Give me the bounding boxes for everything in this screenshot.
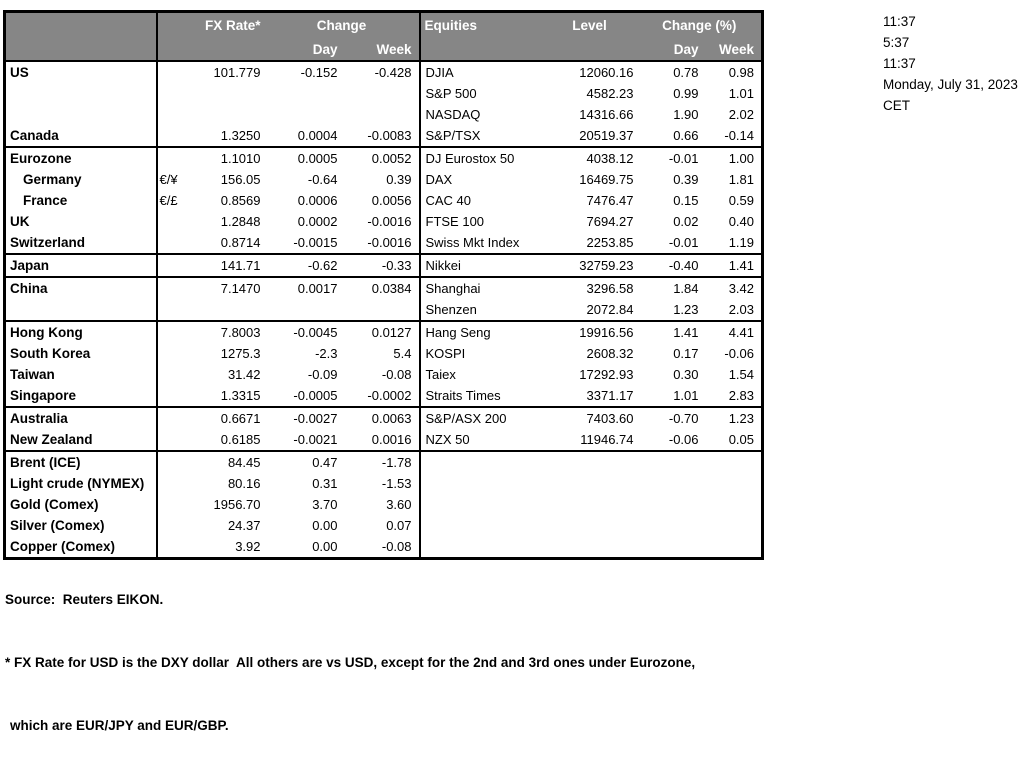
fx-rate-cell: 0.6185 xyxy=(220,431,261,447)
fx-week-change-cell xyxy=(345,104,420,125)
table-row xyxy=(5,299,763,321)
table-row xyxy=(5,494,763,515)
fx-pair-cell xyxy=(157,211,189,232)
fx-rate-cell xyxy=(189,104,268,125)
table-row xyxy=(5,515,763,536)
fx-day-change-cell: 0.0006 xyxy=(297,192,338,208)
fx-region-cell: China xyxy=(5,277,157,299)
equity-name-cell: DJIA xyxy=(420,61,542,83)
eq-day-header: Day xyxy=(641,39,706,61)
fx-region-cell: Silver (Comex) xyxy=(5,515,157,536)
fx-pair-cell xyxy=(157,147,189,169)
equity-week-change-cell xyxy=(706,473,763,494)
fx-change-header: Change xyxy=(268,12,420,40)
header-row-2 xyxy=(5,39,763,61)
fx-region-cell: Brent (ICE) xyxy=(5,451,157,473)
table-row xyxy=(5,147,763,169)
fx-week-change-cell xyxy=(345,299,420,321)
equity-day-change-cell: 1.84 xyxy=(641,277,706,299)
fx-day-change-cell: 0.47 xyxy=(268,451,345,473)
equity-name-cell: CAC 40 xyxy=(420,190,542,211)
fx-region-cell: Canada xyxy=(5,125,157,147)
equity-week-change-cell: 1.81 xyxy=(728,171,754,187)
fx-day-header: Day xyxy=(268,39,345,61)
equity-day-change-cell: 0.99 xyxy=(673,85,699,101)
table-row xyxy=(5,83,763,104)
equity-level-cell xyxy=(542,494,641,515)
equity-level-cell: 12060.16 xyxy=(579,64,634,80)
fx-rate-cell: 0.8569 xyxy=(220,192,261,208)
table-row xyxy=(5,232,763,254)
footer-notes xyxy=(5,547,695,757)
equity-name-cell xyxy=(420,494,542,515)
equity-name-cell xyxy=(420,451,542,473)
fx-rate-cell: 1956.70 xyxy=(213,496,261,512)
fx-rate-cell xyxy=(189,299,268,321)
fx-region-cell xyxy=(5,299,157,321)
fx-region-cell: Taiwan xyxy=(5,364,157,385)
equity-level-cell: 4582.23 xyxy=(586,85,634,101)
fx-pair-cell xyxy=(157,473,189,494)
fx-region-cell: UK xyxy=(5,211,157,232)
timestamp-line: 11:37 xyxy=(883,56,916,71)
fx-rate-cell: 1275.3 xyxy=(220,345,261,361)
table-row xyxy=(5,254,763,277)
region-column-subheader xyxy=(5,39,157,61)
fx-week-change-cell: -0.0083 xyxy=(367,127,412,143)
table-body xyxy=(5,61,763,559)
table-row xyxy=(5,190,763,211)
equity-name-cell: NZX 50 xyxy=(420,429,542,451)
equity-level-cell: 16469.75 xyxy=(579,171,634,187)
fx-day-change-cell: -2.3 xyxy=(315,345,338,361)
table-row xyxy=(5,104,763,125)
fx-week-change-cell: -1.78 xyxy=(345,451,420,473)
fx-pair-cell xyxy=(157,299,189,321)
equity-week-change-cell: -0.14 xyxy=(724,127,754,143)
fx-rate-cell: 7.8003 xyxy=(189,321,268,343)
fx-region-cell: Hong Kong xyxy=(5,321,157,343)
equity-day-change-cell: 0.17 xyxy=(673,345,699,361)
fx-week-header: Week xyxy=(345,39,420,61)
fx-rate-cell: 0.6671 xyxy=(189,407,268,429)
equity-day-change-cell: 1.41 xyxy=(641,321,706,343)
source-line: Source: Reuters EIKON. xyxy=(5,592,164,607)
equity-week-change-cell: 0.05 xyxy=(728,431,754,447)
equity-week-change-cell: 3.42 xyxy=(706,277,763,299)
equities-subheader xyxy=(420,39,542,61)
fx-rate-cell: 7.1470 xyxy=(189,277,268,299)
table-row xyxy=(5,125,763,147)
equity-level-cell: 3371.17 xyxy=(586,387,634,403)
equity-name-cell: Nikkei xyxy=(420,254,542,277)
equity-week-change-cell: 2.03 xyxy=(728,301,754,317)
region-column-header xyxy=(5,12,157,40)
equity-name-cell: Swiss Mkt Index xyxy=(420,232,542,254)
fx-pair-cell xyxy=(157,451,189,473)
fx-day-change-cell xyxy=(268,104,345,125)
fx-rate-cell: 101.779 xyxy=(213,64,261,80)
equity-name-cell: FTSE 100 xyxy=(420,211,542,232)
equity-level-cell: 19916.56 xyxy=(542,321,641,343)
fx-pair-cell xyxy=(157,429,189,451)
fx-rate-subheader xyxy=(189,39,268,61)
equity-week-change-cell: 0.98 xyxy=(728,64,754,80)
fx-week-change-cell: 0.39 xyxy=(386,171,412,187)
equity-level-cell xyxy=(542,451,641,473)
equity-week-change-cell xyxy=(706,536,763,559)
fx-week-change-cell: 0.0063 xyxy=(345,407,420,429)
fx-week-change-cell: 5.4 xyxy=(393,345,412,361)
equity-day-change-cell: -0.01 xyxy=(641,147,706,169)
equity-level-cell: 17292.93 xyxy=(579,366,634,382)
fx-week-change-cell: 0.0127 xyxy=(345,321,420,343)
equity-name-cell: DAX xyxy=(420,169,542,190)
equity-level-cell: 20519.37 xyxy=(579,127,634,143)
fx-day-change-cell: 0.00 xyxy=(312,517,338,533)
fx-rate-cell: 1.3250 xyxy=(220,127,261,143)
fx-week-change-cell: -0.08 xyxy=(381,366,412,382)
fx-week-change-cell: -0.0016 xyxy=(367,213,412,229)
header-row-1 xyxy=(5,12,763,40)
equity-name-cell xyxy=(420,473,542,494)
equity-level-cell: 14316.66 xyxy=(579,106,634,122)
fx-rate-cell xyxy=(189,83,268,104)
equity-day-change-cell: 0.78 xyxy=(673,64,699,80)
fx-region-cell xyxy=(5,104,157,125)
table-row xyxy=(5,364,763,385)
fx-region-cell: France xyxy=(5,190,157,211)
equity-day-change-cell xyxy=(641,473,706,494)
equity-week-change-cell: 2.83 xyxy=(728,387,754,403)
fx-day-change-cell: 0.0004 xyxy=(297,127,338,143)
fx-week-change-cell: -0.08 xyxy=(381,538,412,554)
equity-week-change-cell: 0.59 xyxy=(728,192,754,208)
table-row xyxy=(5,343,763,364)
equity-name-cell: Shenzen xyxy=(420,299,542,321)
fx-day-change-cell: -0.09 xyxy=(307,366,338,382)
equity-week-change-cell: 1.01 xyxy=(728,85,754,101)
timezone-line: CET xyxy=(883,98,910,113)
equity-week-change-cell xyxy=(706,494,763,515)
fx-day-change-cell: -0.0021 xyxy=(293,431,338,447)
fx-pair-cell xyxy=(157,125,189,147)
table-row xyxy=(5,169,763,190)
fx-rate-cell: 0.8714 xyxy=(220,234,261,250)
table-row xyxy=(5,429,763,451)
fx-pair-cell xyxy=(157,407,189,429)
fx-region-cell xyxy=(5,83,157,104)
fx-day-change-cell: 3.70 xyxy=(312,496,338,512)
equity-name-cell: Taiex xyxy=(420,364,542,385)
fx-day-change-cell: -0.0005 xyxy=(293,387,338,403)
equity-name-cell: DJ Eurostox 50 xyxy=(420,147,542,169)
equity-level-cell: 2608.32 xyxy=(586,345,634,361)
timestamp-line: 5:37 xyxy=(883,35,910,50)
table-row xyxy=(5,277,763,299)
table-row xyxy=(5,385,763,407)
equity-week-change-cell: 1.19 xyxy=(728,234,754,250)
equity-name-cell: NASDAQ xyxy=(420,104,542,125)
footnote-line-2: which are EUR/JPY and EUR/GBP. xyxy=(10,718,229,733)
fx-pair-cell xyxy=(157,364,189,385)
fx-day-change-cell: -0.0015 xyxy=(293,234,338,250)
equity-level-cell: 7476.47 xyxy=(586,192,634,208)
equity-day-change-cell xyxy=(641,515,706,536)
fx-rate-cell: 1.2848 xyxy=(220,213,261,229)
equity-day-change-cell xyxy=(641,494,706,515)
fx-pair-cell xyxy=(157,321,189,343)
fx-rate-cell: 1.3315 xyxy=(220,387,261,403)
equities-header: Equities xyxy=(420,12,542,40)
fx-region-cell: Eurozone xyxy=(5,147,157,169)
fx-day-change-cell: 0.0002 xyxy=(297,213,338,229)
timestamp-panel xyxy=(883,11,1018,116)
fx-pair-cell xyxy=(157,83,189,104)
fx-pair-cell xyxy=(157,104,189,125)
fx-day-change-cell: -0.64 xyxy=(307,171,338,187)
table-row xyxy=(5,321,763,343)
equity-week-change-cell: -0.06 xyxy=(724,345,754,361)
equity-name-cell: S&P/ASX 200 xyxy=(420,407,542,429)
fx-rate-cell: 156.05 xyxy=(220,171,261,187)
table-row xyxy=(5,61,763,83)
equity-level-cell: 3296.58 xyxy=(542,277,641,299)
table-row xyxy=(5,407,763,429)
fx-region-cell: Gold (Comex) xyxy=(5,494,157,515)
fx-region-cell: Australia xyxy=(5,407,157,429)
equity-level-cell: 2253.85 xyxy=(586,234,634,250)
fx-week-change-cell: -0.428 xyxy=(374,64,412,80)
fx-week-change-cell: 0.0384 xyxy=(345,277,420,299)
equity-week-change-cell: 1.41 xyxy=(706,254,763,277)
equity-week-change-cell: 0.40 xyxy=(728,213,754,229)
equity-level-cell: 2072.84 xyxy=(586,301,634,317)
equity-level-cell: 32759.23 xyxy=(542,254,641,277)
fx-pair-cell xyxy=(157,343,189,364)
fx-week-change-cell: 0.0052 xyxy=(345,147,420,169)
fx-day-change-cell: -0.0045 xyxy=(268,321,345,343)
fx-day-change-cell: -0.0027 xyxy=(268,407,345,429)
pair-column-header xyxy=(157,12,189,40)
fx-region-cell: Singapore xyxy=(5,385,157,407)
equity-week-change-cell xyxy=(706,451,763,473)
equity-level-cell: 4038.12 xyxy=(542,147,641,169)
equity-level-cell: 7694.27 xyxy=(586,213,634,229)
equity-week-change-cell: 1.54 xyxy=(728,366,754,382)
equity-day-change-cell: -0.06 xyxy=(668,431,699,447)
equity-week-change-cell: 2.02 xyxy=(728,106,754,122)
fx-week-change-cell: 0.0056 xyxy=(371,192,412,208)
table-header xyxy=(5,12,763,62)
equity-level-cell: 11946.74 xyxy=(580,431,634,447)
equity-day-change-cell: 0.15 xyxy=(673,192,699,208)
fx-rate-header: FX Rate* xyxy=(189,12,268,40)
date-line: Monday, July 31, 2023 xyxy=(883,77,1018,92)
fx-rate-cell: 24.37 xyxy=(227,517,261,533)
fx-rate-cell: 141.71 xyxy=(189,254,268,277)
level-subheader xyxy=(542,39,641,61)
fx-day-change-cell: 0.00 xyxy=(312,538,338,554)
equity-day-change-cell: 1.01 xyxy=(673,387,699,403)
fx-rate-cell: 31.42 xyxy=(227,366,261,382)
fx-day-change-cell xyxy=(268,83,345,104)
fx-week-change-cell: -0.0016 xyxy=(367,234,412,250)
fx-day-change-cell: 0.0017 xyxy=(268,277,345,299)
table-row xyxy=(5,211,763,232)
equity-day-change-cell: 0.66 xyxy=(673,127,699,143)
fx-pair-cell xyxy=(157,385,189,407)
fx-day-change-cell xyxy=(268,299,345,321)
equity-name-cell: S&P 500 xyxy=(420,83,542,104)
equity-day-change-cell: -0.01 xyxy=(668,234,699,250)
fx-day-change-cell: -0.152 xyxy=(300,64,338,80)
fx-region-cell: Light crude (NYMEX) xyxy=(5,473,157,494)
equity-level-cell: 7403.60 xyxy=(542,407,641,429)
equity-level-cell xyxy=(542,515,641,536)
fx-pair-cell xyxy=(157,277,189,299)
equity-day-change-cell: 0.02 xyxy=(673,213,699,229)
equity-day-change-cell: 1.90 xyxy=(673,106,699,122)
equity-name-cell: S&P/TSX xyxy=(420,125,542,147)
fx-week-change-cell: 3.60 xyxy=(386,496,412,512)
fx-region-cell: Japan xyxy=(5,254,157,277)
equity-day-change-cell: 1.23 xyxy=(673,301,699,317)
fx-pair-cell xyxy=(157,61,189,83)
equity-day-change-cell: 0.30 xyxy=(673,366,699,382)
fx-region-cell: US xyxy=(5,61,157,83)
fx-week-change-cell: -0.0002 xyxy=(367,387,412,403)
fx-week-change-cell: -0.33 xyxy=(345,254,420,277)
equity-name-cell: Hang Seng xyxy=(420,321,542,343)
fx-day-change-cell: 0.0005 xyxy=(268,147,345,169)
equity-week-change-cell: 4.41 xyxy=(706,321,763,343)
fx-pair-cell xyxy=(157,494,189,515)
fx-rate-cell: 80.16 xyxy=(227,475,261,491)
equity-day-change-cell: -0.40 xyxy=(641,254,706,277)
fx-pair-cell: €/£ xyxy=(159,192,178,208)
eq-week-header: Week xyxy=(706,39,763,61)
fx-rate-cell: 1.1010 xyxy=(189,147,268,169)
fx-week-change-cell: -1.53 xyxy=(381,475,412,491)
fx-region-cell: Switzerland xyxy=(5,232,157,254)
equity-week-change-cell: 1.23 xyxy=(706,407,763,429)
level-header: Level xyxy=(542,12,641,40)
fx-pair-cell xyxy=(157,515,189,536)
pair-column-subheader xyxy=(157,39,189,61)
equity-week-change-cell xyxy=(706,515,763,536)
fx-pair-cell xyxy=(157,254,189,277)
equity-name-cell: Shanghai xyxy=(420,277,542,299)
fx-week-change-cell: 0.07 xyxy=(386,517,412,533)
equity-name-cell: Straits Times xyxy=(420,385,542,407)
fx-rate-cell: 3.92 xyxy=(235,538,261,554)
fx-rate-cell: 84.45 xyxy=(189,451,268,473)
fx-week-change-cell: 0.0016 xyxy=(371,431,412,447)
equity-level-cell xyxy=(542,473,641,494)
fx-region-cell: South Korea xyxy=(5,343,157,364)
eq-change-header: Change (%) xyxy=(641,12,763,40)
equity-name-cell xyxy=(420,515,542,536)
equity-name-cell: KOSPI xyxy=(420,343,542,364)
equity-week-change-cell: 1.00 xyxy=(706,147,763,169)
equity-day-change-cell: -0.70 xyxy=(641,407,706,429)
market-table xyxy=(3,10,764,560)
fx-region-cell: New Zealand xyxy=(5,429,157,451)
fx-pair-cell xyxy=(157,232,189,254)
table-row xyxy=(5,473,763,494)
fx-week-change-cell xyxy=(345,83,420,104)
equity-day-change-cell: 0.39 xyxy=(673,171,699,187)
table-row xyxy=(5,451,763,473)
fx-pair-cell: €/¥ xyxy=(159,171,178,187)
fx-day-change-cell: 0.31 xyxy=(312,475,338,491)
fx-day-change-cell: -0.62 xyxy=(268,254,345,277)
fx-region-cell: Copper (Comex) xyxy=(5,536,157,559)
footnote-line-1: * FX Rate for USD is the DXY dollar All others are vs USD, except for the 2nd and 3rd ones under Eurozone, xyxy=(5,655,696,670)
timestamp-line: 11:37 xyxy=(883,14,916,29)
fx-region-cell: Germany xyxy=(5,169,157,190)
equity-day-change-cell xyxy=(641,451,706,473)
